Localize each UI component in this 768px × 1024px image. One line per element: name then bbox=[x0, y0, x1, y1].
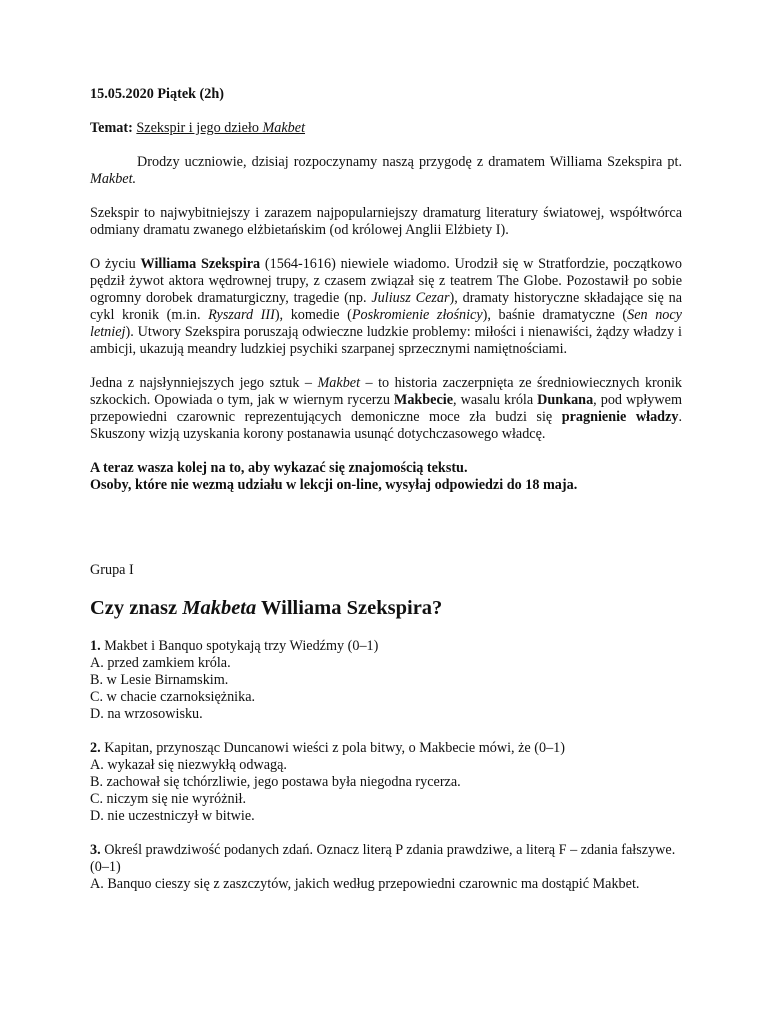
question-1-option-d: D. na wrzosowisku. bbox=[90, 706, 203, 722]
p3-title-3: Poskromienie złośnicy bbox=[351, 307, 483, 323]
notice-line-2: Osoby, które nie wezmą udziału w lekcji on-line, wysyłaj odpowiedzi do 18 maja. bbox=[90, 477, 578, 493]
question-2-text: Kapitan, przynosząc Duncanowi wieści z pola bitwy, o Makbecie mówi, że (0–1) bbox=[100, 740, 565, 756]
question-1-option-c: C. w chacie czarnoksiężnika. bbox=[90, 689, 256, 705]
question-1-option-a: A. przed zamkiem króla. bbox=[90, 655, 231, 671]
question-2-option-d: D. nie uczestniczył w bitwie. bbox=[90, 808, 255, 824]
quiz-title bbox=[90, 596, 682, 620]
question-2-number: 2. bbox=[90, 740, 101, 756]
intro-paragraph-2: Szekspir to najwybitniejszy i zarazem najpopularniejszy dramaturg literatury światowej, współtwórca odmiany dramatu zwanego elżbietańskim (od królowej Anglii Elżbiety I). bbox=[90, 205, 682, 238]
p4-name-2: Dunkana bbox=[537, 392, 594, 408]
notice-line-1: A teraz wasza kolej na to, aby wykazać się znajomością tekstu. bbox=[90, 460, 468, 476]
question-2-stem bbox=[90, 740, 682, 757]
p3-title-2: Ryszard III bbox=[208, 307, 275, 323]
p3-e: ), baśnie dramatyczne ( bbox=[482, 307, 628, 323]
question-1-stem bbox=[90, 638, 682, 655]
question-2-option-c: C. niczym się nie wyróżnił. bbox=[90, 791, 247, 807]
question-3-text: Określ prawdziwość podanych zdań. Oznacz literą P zdania prawdziwe, a literą F – zdania fałszywe. (0–1) bbox=[90, 842, 676, 875]
quiz-title-b: Williama Szekspira? bbox=[256, 597, 443, 619]
p3-c: ), dramaty historyczne składające się na cykl kronik (m.in. bbox=[90, 290, 682, 323]
intro-paragraph-1 bbox=[90, 154, 682, 188]
topic-title-italic: Makbet bbox=[262, 120, 306, 136]
p3-d: ), komedie ( bbox=[274, 307, 352, 323]
p4-a: Jedna z najsłynniejszych jego sztuk – bbox=[90, 375, 318, 391]
topic-title bbox=[136, 120, 305, 136]
lesson-topic bbox=[90, 120, 682, 137]
topic-title-text: Szekspir i jego dzieło bbox=[136, 120, 263, 136]
p3-a: O życiu bbox=[90, 256, 141, 272]
topic-label: Temat: bbox=[90, 120, 133, 136]
question-1-text: Makbet i Banquo spotykają trzy Wiedźmy (0–1) bbox=[100, 638, 379, 654]
document-page bbox=[90, 86, 682, 910]
question-2 bbox=[90, 740, 682, 825]
question-3 bbox=[90, 842, 682, 893]
spacer bbox=[90, 494, 682, 562]
group-label: Grupa I bbox=[90, 562, 134, 578]
question-1 bbox=[90, 638, 682, 723]
p4-b: – to historia zaczerpnięta ze średniowiecznych kronik szkockich. Opowiada o tym, jak w wiernym rycerzu bbox=[90, 375, 682, 408]
question-3-stem bbox=[90, 842, 682, 876]
intro-paragraph-4 bbox=[90, 375, 682, 443]
p4-title: Makbet bbox=[317, 375, 361, 391]
p4-emphasis: pragnienie władzy bbox=[561, 409, 679, 425]
p4-name-1: Makbecie bbox=[393, 392, 454, 408]
intro-paragraph-3 bbox=[90, 256, 682, 358]
question-1-number: 1. bbox=[90, 638, 101, 654]
p3-b: (1564-1616) niewiele wiadomo. Urodził się w Stratfordzie, początkowo pędził żywot aktora wędrownej trupy, z czasem związał się z teatrem The Globe. Pozostawił po sobie ogromny dorobek dramaturgiczny, tragedie (np. bbox=[90, 256, 682, 306]
quiz-title-italic: Makbeta bbox=[182, 597, 257, 619]
p4-d: , pod wpływem przepowiedni czarownic reprezentujących demoniczne moce zła budzi się bbox=[90, 392, 682, 425]
p3-title-4: Sen nocy letniej bbox=[90, 307, 682, 340]
question-3-option-a: A. Banquo cieszy się z zaszczytów, jakich według przepowiedni czarownic ma dostąpić Makbet. bbox=[90, 876, 640, 892]
p4-c: , wasalu króla bbox=[453, 392, 538, 408]
p3-f: ). Utwory Szekspira poruszają odwieczne ludzkie problemy: miłości i nienawiści, żądzy władzy i ambicji, ukazują meandry ludzkiej psychiki szarpanej sprzecznymi namiętnościami. bbox=[90, 324, 682, 357]
question-2-option-a: A. wykazał się niezwykłą odwagą. bbox=[90, 757, 287, 773]
p3-title-1: Juliusz Cezar bbox=[371, 290, 450, 306]
intro-p1-italic: Makbet. bbox=[90, 171, 137, 187]
lesson-date: 15.05.2020 Piątek (2h) bbox=[90, 86, 224, 102]
question-1-option-b: B. w Lesie Birnamskim. bbox=[90, 672, 229, 688]
question-2-option-b: B. zachował się tchórzliwie, jego postawa była niegodna rycerza. bbox=[90, 774, 461, 790]
question-3-number: 3. bbox=[90, 842, 101, 858]
quiz-title-a: Czy znasz bbox=[90, 597, 183, 619]
p4-e: . Skuszony wizją uzyskania korony postanawia usunąć dotychczasowego władcę. bbox=[90, 409, 682, 442]
intro-p1-text: Drodzy uczniowie, dzisiaj rozpoczynamy naszą przygodę z dramatem Williama Szekspira pt. bbox=[137, 154, 682, 170]
p3-name: Williama Szekspira bbox=[140, 256, 261, 272]
